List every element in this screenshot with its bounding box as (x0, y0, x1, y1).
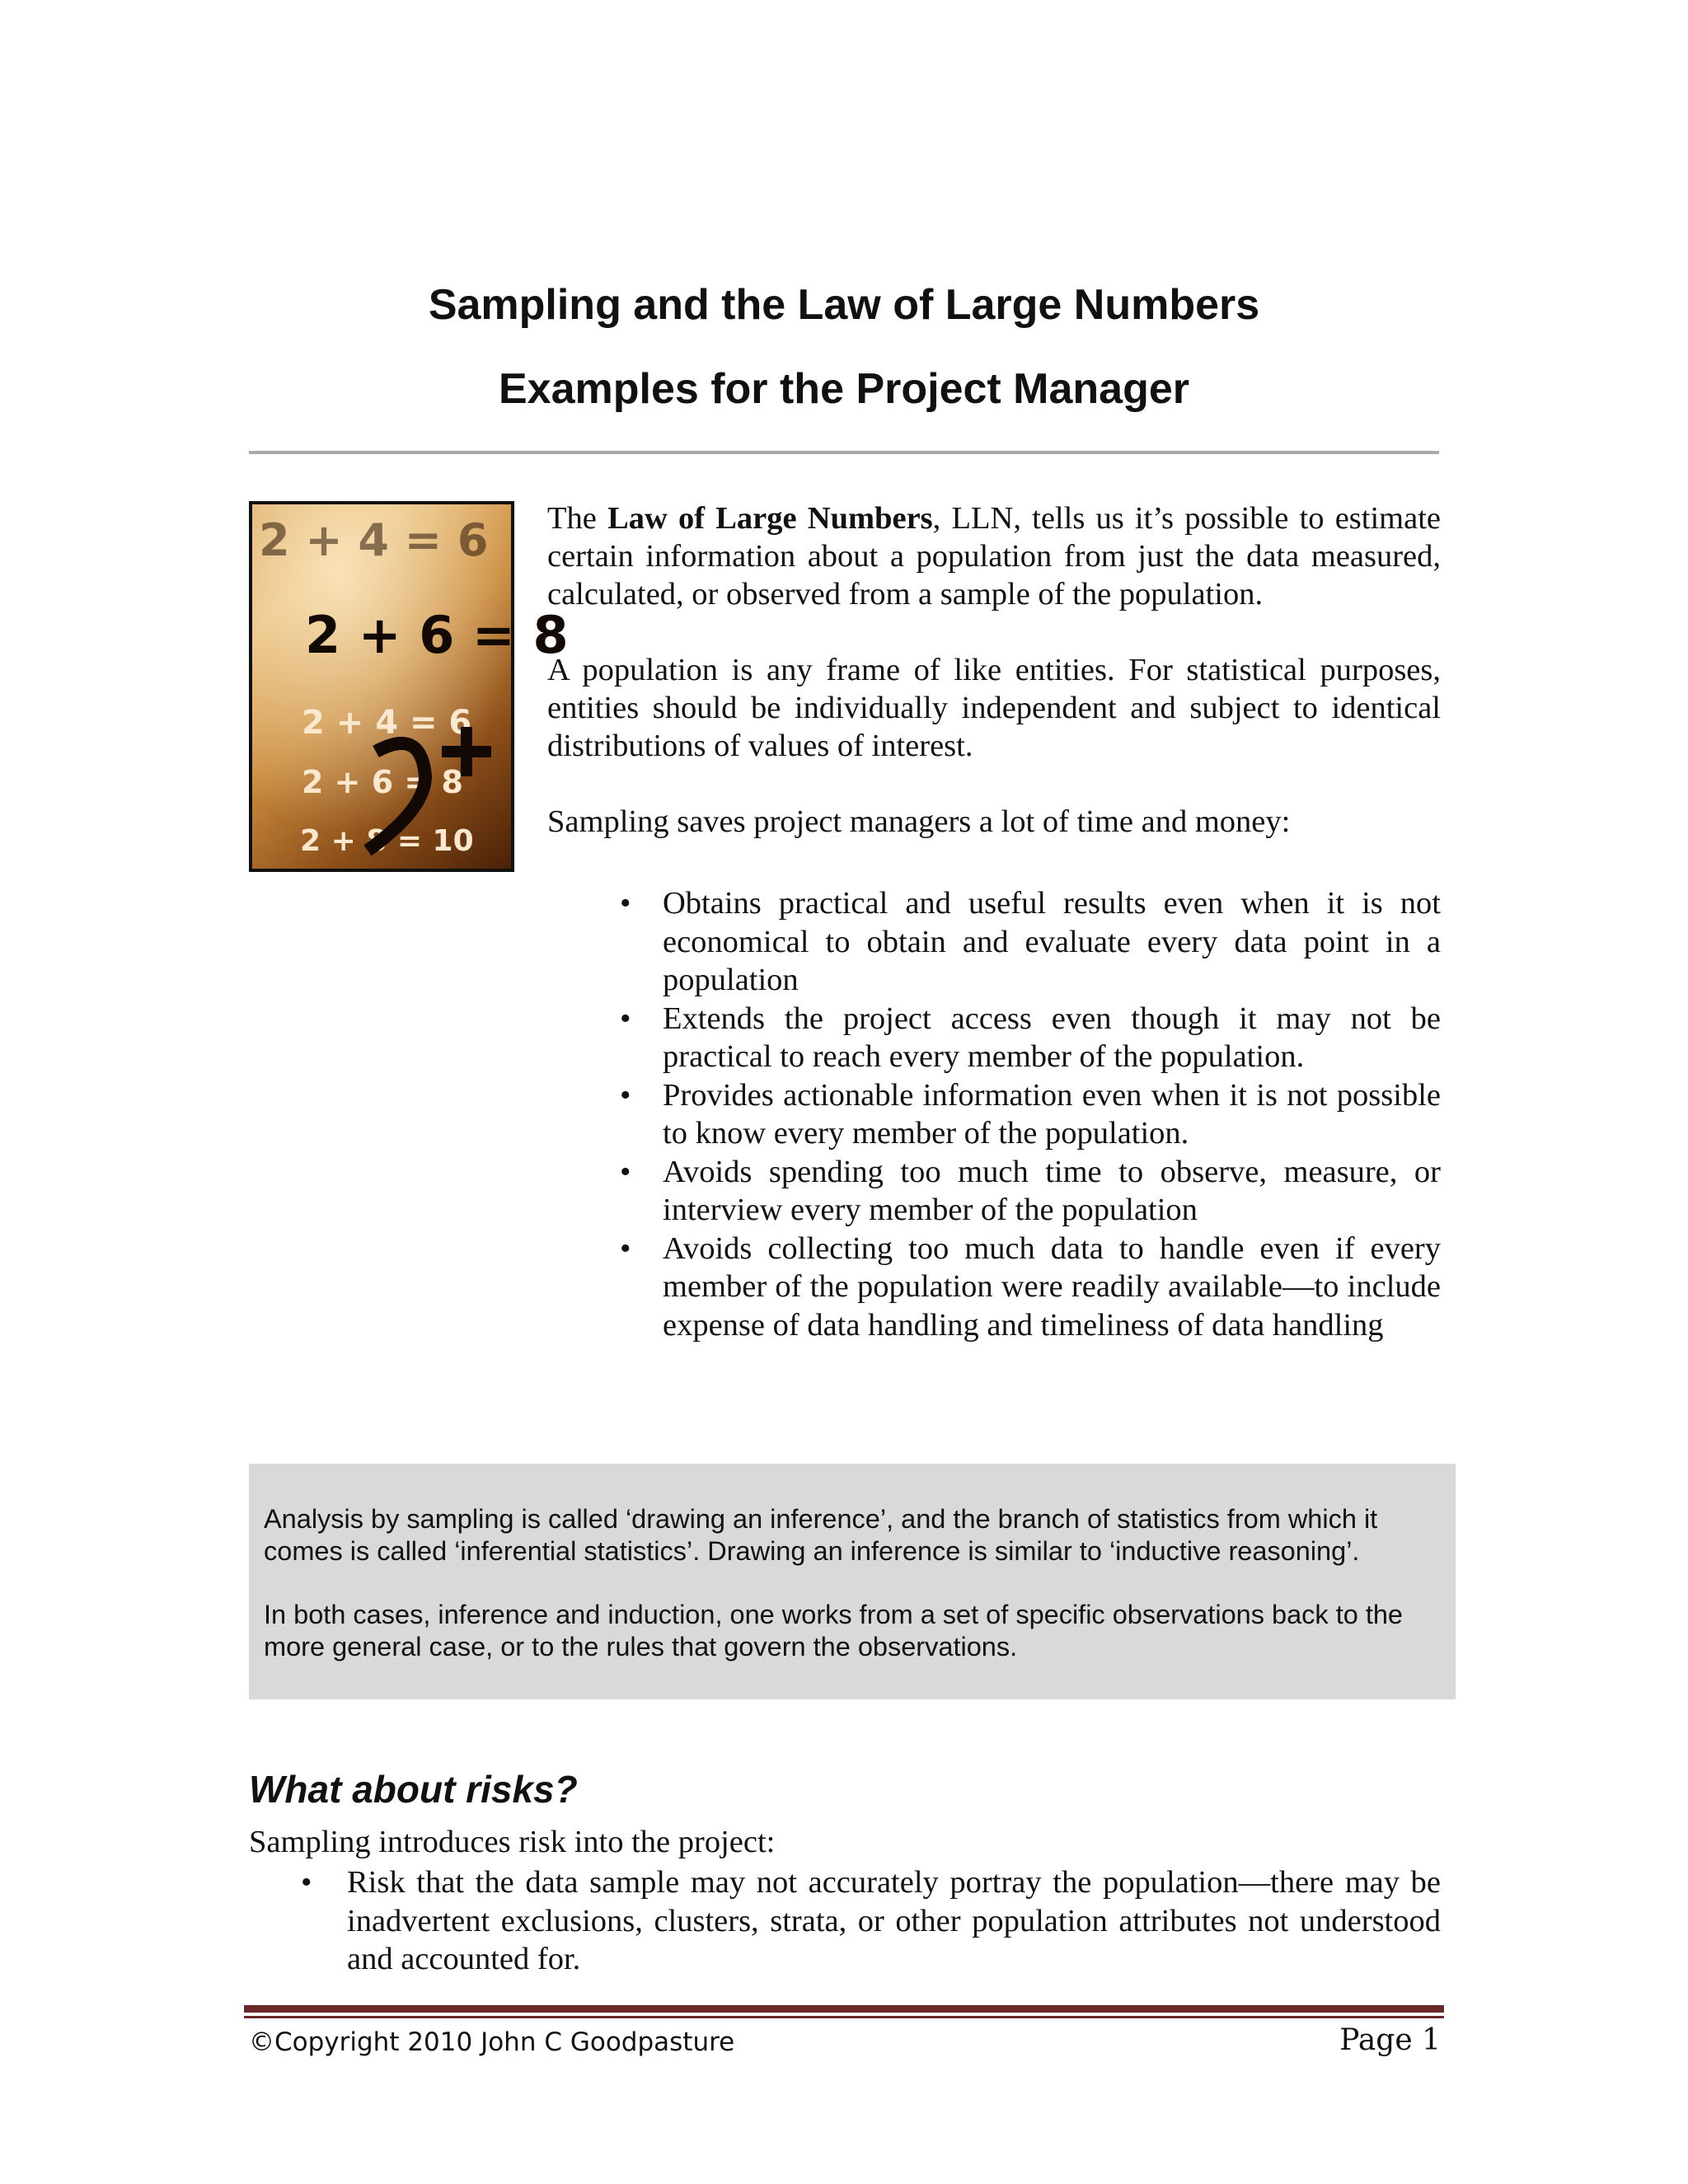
equation-line: 2 + 4 = 6 (259, 514, 489, 566)
equation-line: 2 + 4 = 6 (302, 704, 472, 742)
intro-text (547, 499, 1441, 879)
list-item: • Avoids spending too much time to observe, measure, or interview every member of the population (620, 1154, 1441, 1227)
callout-paragraph-2: In both cases, inference and induction, one works from a set of specific observations back to the more general case, or to the rules that govern the observations. (264, 1600, 1404, 1661)
title-divider (249, 451, 1439, 454)
page-number: Page 1 (1339, 2023, 1441, 2057)
bullet-icon: • (620, 1077, 631, 1113)
bullet-icon: • (620, 886, 631, 921)
intro-paragraph-1: The Law of Large Numbers, LLN, tells us it’s possible to estimate certain information about a population from just the data measured, calculated, or observed from a sample of the population. (547, 501, 1442, 612)
footer-copyright: ©Copyright 2010 John C Goodpasture (249, 2027, 735, 2057)
bullet-icon: • (620, 1154, 631, 1189)
inference-callout-box (249, 1464, 1456, 1699)
bullet-icon: • (620, 1001, 631, 1036)
risks-heading: What about risks? (249, 1768, 578, 1811)
footer-divider-thin (244, 2016, 1444, 2018)
benefits-list (620, 884, 1441, 1344)
math-equations-photo (249, 501, 569, 872)
equation-line: 2 + 6 = 8 (302, 764, 463, 800)
bullet-icon: • (620, 1230, 631, 1266)
list-item: • Avoids collecting too much data to handle even if every member of the population were readily available—to include expense of data handling and timeliness of data handling (620, 1230, 1441, 1343)
footer-divider (244, 2005, 1444, 2013)
math-equations-graphic (252, 504, 569, 869)
list-item: • Risk that the data sample may not accurately portray the population—there may be inadvertent exclusions, clusters, strata, or other population attributes not understood and accounted for. (301, 1865, 1441, 1976)
risks-list (301, 1863, 1441, 1979)
term-law-of-large-numbers: Law of Large Numbers (607, 501, 933, 536)
intro-paragraph-2: A population is any frame of like entities. For statistical purposes, entities should be individually independent and subject to identical distributions of values of interest. (547, 653, 1441, 763)
document-title: Sampling and the Law of Large Numbers (428, 281, 1260, 329)
document-subtitle: Examples for the Project Manager (498, 365, 1190, 413)
callout-paragraph-1: Analysis by sampling is called ‘drawing an inference’, and the branch of statistics from which it comes is called ‘inferential statistics’. Drawing an inference is similar to ‘inductive reasoning’. (264, 1504, 1378, 1566)
list-item: • Provides actionable information even when it is not possible to know every member of the population. (620, 1077, 1441, 1151)
intro-paragraph-3: Sampling saves project managers a lot of time and money: (547, 804, 1291, 839)
bullet-icon: • (301, 1865, 312, 1900)
equation-line: 2 + 6 = 8 (305, 605, 569, 665)
risks-intro: Sampling introduces risk into the project: (249, 1825, 776, 1859)
equation-line: 2 + 8 = 10 (300, 824, 474, 858)
list-item: • Obtains practical and useful results even when it is not economical to obtain and evaluate every data point in a population (620, 886, 1441, 997)
list-item: • Extends the project access even though it may not be practical to reach every member of the population. (620, 1001, 1441, 1074)
